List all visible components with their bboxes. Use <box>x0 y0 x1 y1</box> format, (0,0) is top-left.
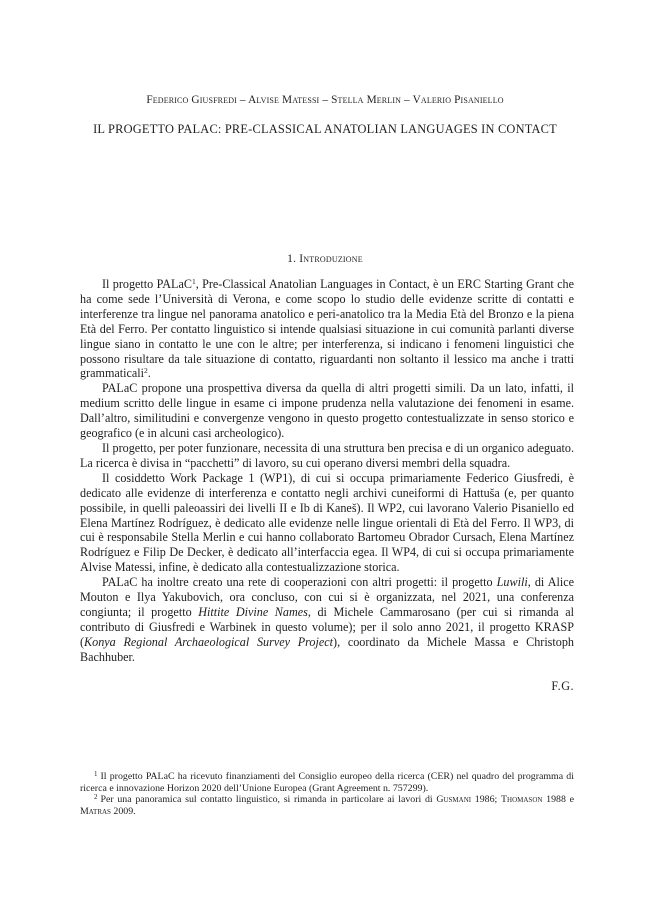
footnote-2-text-d: 2009. <box>110 805 136 817</box>
paragraph-1-text-c: . <box>147 366 151 381</box>
paragraph-5-text-b: , di Alice Mouton e Ilya Yakubovich, ora concluso, con cui si è organizzata, nel 2021, una conferenza congiunta; il progetto <box>80 575 574 619</box>
author-signature: F.G. <box>551 679 574 693</box>
project-name-luwili: Luwili <box>496 575 528 590</box>
paragraph-5-text-d: ), coordinato da Michele Massa e Christoph Bachhuber. <box>80 634 574 664</box>
paragraph-4: Il cosiddetto Work Package 1 (WP1), di cui si occupa primariamente Federico Giusfredi, è dedicato alle evidenze di interferenza e contatto negli archivi cuneiformi di Hattuša (e, per quanto possibile, in quelli paleoassiri dei livelli II e Ib di Kaneš). Il WP2, cui lavorano Valerio Pisaniello ed Elena Martínez Rodríguez, è dedicato alle evidenze nelle lingue orientali di Età del Ferro. Il WP3, di cui è responsabile Stella Merlin e cui hanno collaborato Bartomeu Obrador Cursach, Elena Martínez Rodríguez e Filip De Decker, è dedicato all’interfaccia egea. Il WP4, di cui si occupa primariamente Alvise Matessi, infine, è dedicato alla contestualizzazione storica. <box>80 470 574 575</box>
paper-title: IL PROGETTO PALAC: PRE-CLASSICAL ANATOLIAN LANGUAGES IN CONTACT <box>93 122 557 136</box>
footnote-ref-1[interactable]: 1 <box>191 277 196 286</box>
footnote-2 <box>80 794 574 817</box>
footnote-1 <box>80 771 574 794</box>
footnotes <box>80 771 574 817</box>
paragraph-5-text-c: , di Michele Cammarosano (per cui si rimanda al contributo di Giusfredi e Warbinek in questo volume); per il solo anno 2021, il progetto KRASP ( <box>80 604 574 649</box>
footnote-2-text-b: 1986; <box>471 794 502 806</box>
footnote-2-text-c: 1988 e <box>542 794 574 806</box>
footnote-1-text: Il progetto PALaC ha ricevuto finanziamenti del Consiglio europeo della ricerca (CER) nel quadro del programma di ricerca e innovazione Horizon 2020 dell’Unione Europea (Grant Agreement n. 757299). <box>80 771 574 794</box>
footnote-2-text-a: Per una panoramica sul contatto linguistico, si rimanda in particolare ai lavori di <box>100 794 437 806</box>
project-name-krasp: Konya Regional Archaeological Survey Project <box>84 634 334 649</box>
section-heading: 1. Introduzione <box>287 253 363 265</box>
paragraph-3: Il progetto, per poter funzionare, necessita di una struttura ben precisa e di un organico adeguato. La ricerca è divisa in “pacchetti” di lavoro, su cui operano diversi membri della squadra. <box>80 440 574 470</box>
footnote-ref-2[interactable]: 2 <box>144 366 148 376</box>
footnote-1-number: 1 <box>94 770 98 778</box>
citation-gusmani: Gusmani <box>436 794 472 806</box>
paragraph-5-text-a: PALaC ha inoltre creato una rete di cooperazioni con altri progetti: il progetto <box>102 575 497 590</box>
authors-line: Federico Giusfredi – Alvise Matessi – Stella Merlin – Valerio Pisaniello <box>146 94 504 106</box>
paragraph-1-text-b: , Pre-Classical Anatolian Languages in Contact, è un ERC Starting Grant che ha come sede l’Università di Verona, e come scopo lo studio delle evidenze scritte di contatti e interferenze tra lingue nel panorama anatolico e peri-anatolico tra la Media Età del Bronzo e la piena Età del Ferro. Per contatto linguistico si intende qualsiasi situazione in cui comunità parlanti diverse lingue siano in contatto le une con le altre; per interferenza, si indicano i fenomeni linguistici che possono risultare da tale situazione di contatto, riguardanti non soltanto il lessico ma anche i tratti grammaticali <box>80 277 574 381</box>
project-name-hittite-divine-names: Hittite Divine Names <box>198 604 308 619</box>
paragraph-5 <box>80 575 574 664</box>
paragraph-1 <box>80 277 574 381</box>
paragraph-2: PALaC propone una prospettiva diversa da quella di altri progetti simili. Da un lato, infatti, il medium scritto delle lingue in esame ci impone prudenza nella valutazione dei fenomeni in esame. Dall’altro, similitudini e convergenze vengono in questo progetto contestualizzate in senso storico e geografico (e in alcuni casi archeologico). <box>80 381 574 441</box>
citation-thomason: Thomason <box>501 794 543 806</box>
paragraph-1-text-a: Il progetto PALaC <box>102 277 192 291</box>
body-text <box>80 277 574 665</box>
citation-matras: Matras <box>80 805 111 817</box>
footnote-2-number: 2 <box>94 793 98 802</box>
